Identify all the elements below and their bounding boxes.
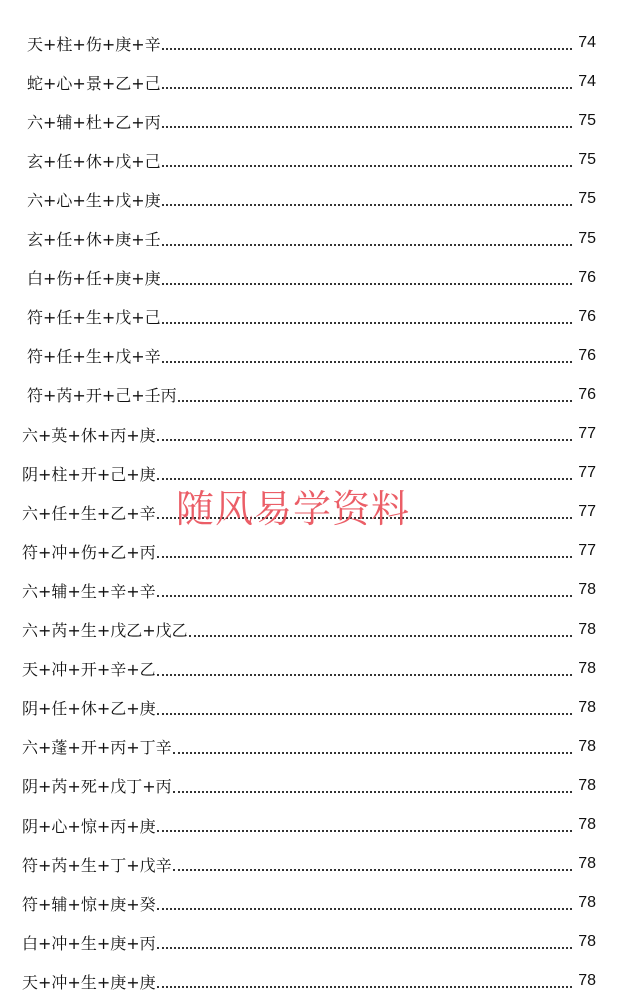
toc-entry[interactable] [0,219,617,258]
toc-entry-title: 天+柱+伤+庚+辛 [27,34,161,54]
toc-entry-title: 六+心+生+戊+庚 [27,190,161,210]
toc-entry-title: 六+英+休+丙+庚 [22,425,156,445]
toc-entry-page-number: 78 [578,620,596,638]
toc-entry-title: 六+辅+杜+乙+丙 [27,112,161,132]
toc-entry[interactable] [0,24,617,63]
toc-entry[interactable] [0,532,617,571]
toc-entry-page-number: 77 [578,425,596,442]
toc-entry[interactable] [0,141,617,180]
toc-entry-page-number: 78 [578,816,596,833]
toc-entry-title: 玄+任+休+庚+壬 [27,230,161,249]
toc-entry[interactable] [0,884,617,923]
toc-entry[interactable] [0,727,617,766]
toc-entry-title: 六+芮+生+戊乙+戊乙 [22,621,188,640]
toc-entry[interactable] [0,923,617,962]
toc-entry-title: 天+冲+开+辛+乙 [22,660,156,680]
toc-entry[interactable] [0,610,617,649]
dot-leader [157,830,572,832]
toc-entry-page-number: 74 [578,73,596,91]
dot-leader [162,87,572,89]
toc-entry[interactable] [0,649,617,688]
dot-leader [162,322,572,324]
toc-entry-page-number: 77 [578,464,596,482]
dot-leader [157,713,572,715]
toc-entry-page-number: 78 [578,737,596,755]
toc-entry-page-number: 76 [578,268,596,286]
toc-entry-page-number: 76 [578,307,596,325]
toc-entry-title: 天+冲+生+庚+庚 [22,972,156,992]
toc-entry-page-number: 78 [578,659,596,677]
toc-entry-title: 符+芮+开+己+壬丙 [27,386,177,406]
toc-entry-page-number: 78 [578,698,596,716]
toc-entry[interactable] [0,63,617,102]
dot-leader [162,165,572,167]
toc-entry-title: 白+伤+任+庚+庚 [27,269,161,289]
toc-entry-page-number: 76 [578,385,596,403]
toc-entry-title: 六+任+生+乙+辛 [22,503,156,523]
toc-entry[interactable] [0,180,617,219]
toc-entry-page-number: 75 [578,190,596,208]
toc-entry-page-number: 78 [578,581,596,599]
toc-entry-page-number: 77 [578,542,596,560]
toc-entry-title: 六+辅+生+辛+辛 [22,581,156,601]
dot-leader [157,439,572,441]
toc-entry-page-number: 75 [578,229,596,247]
dot-leader [157,556,572,558]
dot-leader [157,478,572,480]
dot-leader [157,908,572,910]
toc-entry-title: 阴+任+休+乙+庚 [22,699,156,719]
toc-entry[interactable] [0,688,617,727]
toc-entry-title: 玄+任+休+戊+己 [27,151,161,171]
toc-entry[interactable] [0,493,617,532]
toc-entry[interactable] [0,375,617,414]
toc-entry[interactable] [0,102,617,141]
toc-entry-page-number: 78 [578,855,596,873]
toc-entry-page-number: 77 [578,503,596,521]
toc-entry-title: 阴+心+惊+丙+庚 [22,816,156,836]
toc-entry-page-number: 78 [578,933,596,951]
toc-entry[interactable] [0,297,617,336]
toc-entry-title: 符+任+生+戊+己 [27,308,161,328]
dot-leader [178,400,572,402]
toc-entry-title: 符+辅+惊+庚+癸 [22,894,156,914]
dot-leader [162,204,572,206]
dot-leader [162,244,572,246]
dot-leader [162,126,572,128]
toc-entry-title: 阴+柱+开+己+庚 [22,464,156,484]
toc-entry-page-number: 78 [578,972,596,990]
toc-entry[interactable] [0,454,617,493]
dot-leader [157,674,572,676]
toc-entry-title: 六+蓬+开+丙+丁辛 [22,738,172,758]
dot-leader [157,595,572,597]
toc-entry[interactable] [0,962,617,1001]
dot-leader [162,48,572,50]
toc-entry[interactable] [0,845,617,884]
dot-leader [157,947,572,949]
toc-entry-title: 蛇+心+景+乙+己 [27,73,161,93]
toc-entry-page-number: 76 [578,346,596,364]
toc-entry-title: 符+冲+伤+乙+丙 [22,542,156,562]
dot-leader [173,791,572,793]
toc-entry-page-number: 78 [578,894,596,912]
dot-leader [157,517,572,519]
dot-leader [173,869,572,871]
toc-entry-page-number: 78 [578,776,596,794]
toc-entry[interactable] [0,806,617,845]
toc-entry[interactable] [0,258,617,297]
toc-entry[interactable] [0,336,617,375]
dot-leader [162,361,572,363]
toc-entry-page-number: 75 [578,112,596,130]
toc-entry-title: 符+任+生+戊+辛 [27,347,161,367]
toc-entry[interactable] [0,415,617,454]
toc-entry-title: 白+冲+生+庚+丙 [22,933,156,953]
dot-leader [173,752,572,754]
dot-leader [189,635,572,637]
watermark: 随风易学资料 [176,487,411,531]
toc-entry-page-number: 74 [578,34,596,51]
dot-leader [162,283,572,285]
toc-entry-title: 符+芮+生+丁+戊辛 [22,855,172,875]
toc-entry-page-number: 75 [578,151,596,169]
toc-entry[interactable] [0,571,617,610]
toc-entry-title: 阴+芮+死+戊丁+丙 [22,777,172,797]
toc-entry[interactable] [0,766,617,805]
dot-leader [157,986,572,988]
